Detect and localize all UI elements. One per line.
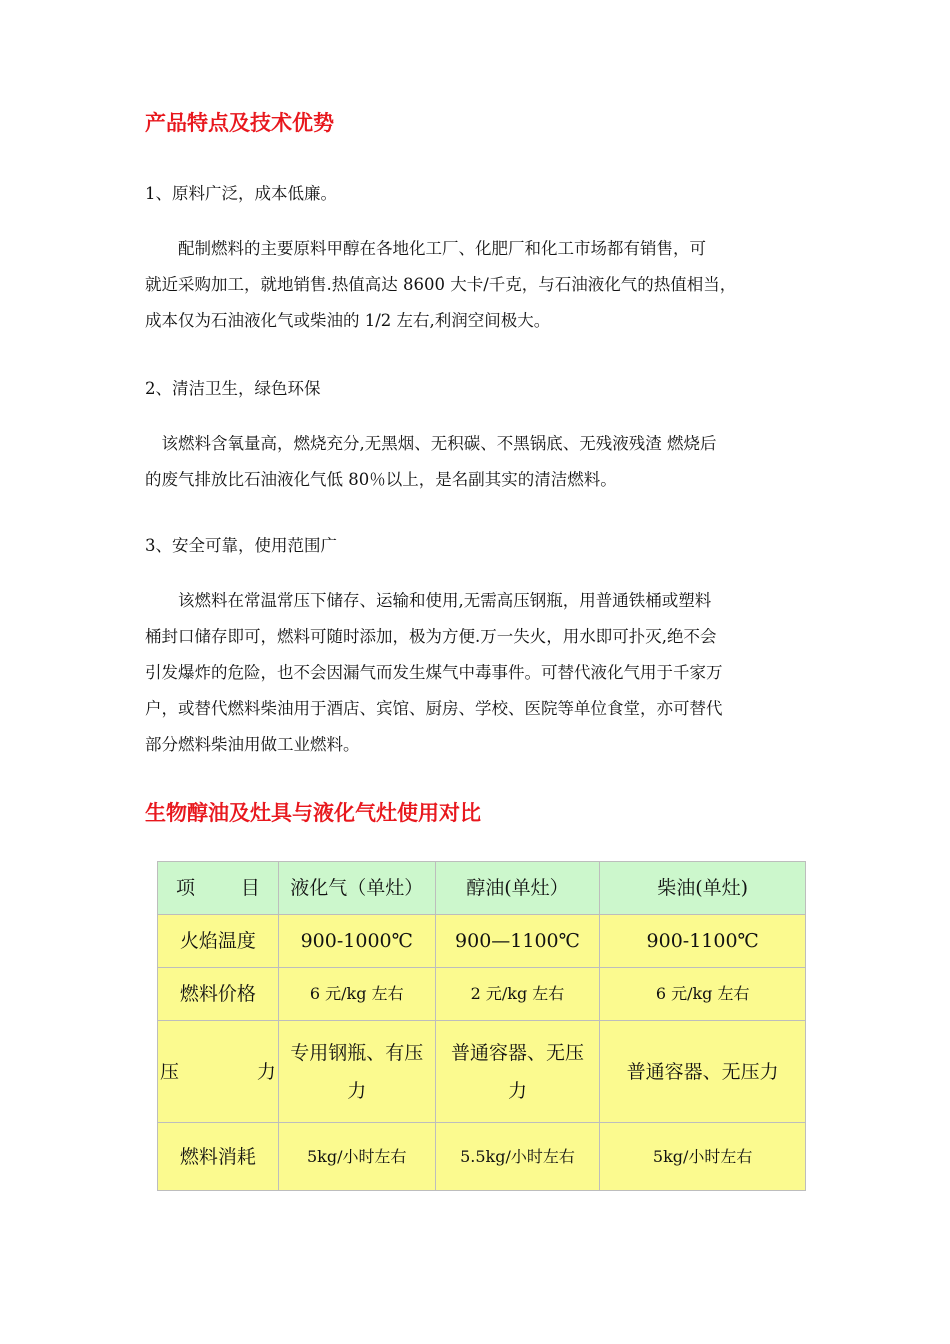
cell-alcohol-oil-line-1: 普通容器、无压 — [450, 1041, 584, 1064]
table-row — [158, 915, 806, 968]
item3-heading: 3、安全可靠，使用范围广 — [145, 536, 337, 555]
cell-alcohol-oil — [435, 1021, 600, 1123]
item3-line-1: 该燃料在常温常压下储存、运输和使用,无需高压钢瓶，用普通铁桶或塑料 — [145, 591, 712, 610]
table-header-row — [158, 862, 806, 915]
cell-alcohol-oil: 5.5kg/小时左右 — [435, 1123, 600, 1191]
cell-lpg — [278, 1021, 435, 1123]
comparison-table — [157, 861, 806, 1191]
item3-paragraph — [145, 583, 810, 763]
cell-alcohol-oil: 900—1100℃ — [435, 915, 600, 968]
item2-heading: 2、清洁卫生，绿色环保 — [145, 379, 321, 398]
cell-lpg: 5kg/小时左右 — [278, 1123, 435, 1191]
cell-lpg: 900-1000℃ — [278, 915, 435, 968]
table-row — [158, 1021, 806, 1123]
section-title-comparison: 生物醇油及灶具与液化气灶使用对比 — [145, 801, 481, 825]
cell-lpg-line-2: 力 — [347, 1079, 367, 1102]
item1-line-3: 成本仅为石油液化气或柴油的 1/2 左右,利润空间极大。 — [145, 311, 551, 330]
header-item-char-2: 目 — [240, 877, 260, 899]
header-item-char-1: 项 — [176, 877, 196, 899]
row-label: 燃料价格 — [158, 968, 279, 1021]
row-label: 燃料消耗 — [158, 1123, 279, 1191]
cell-alcohol-oil-line-2: 力 — [507, 1079, 527, 1102]
item1-line-2: 就近采购加工，就地销售.热值高达 8600 大卡/千克，与石油液化气的热值相当， — [145, 275, 737, 294]
table-row — [158, 968, 806, 1021]
table-row — [158, 1123, 806, 1191]
item3-line-5: 部分燃料柴油用做工业燃料。 — [145, 735, 360, 754]
row-label-pressure — [158, 1021, 279, 1123]
item3-line-2: 桶封口储存即可，燃料可随时添加，极为方便.万一失火，用水即可扑灭,绝不会 — [145, 627, 717, 646]
header-lpg: 液化气（单灶） — [278, 862, 435, 915]
header-diesel: 柴油(单灶) — [600, 862, 806, 915]
cell-diesel: 普通容器、无压力 — [600, 1021, 806, 1123]
item1-heading: 1、原料广泛，成本低廉。 — [145, 184, 337, 203]
cell-diesel: 900-1100℃ — [600, 915, 806, 968]
item1-paragraph — [145, 231, 810, 339]
item2-paragraph — [145, 426, 810, 498]
cell-lpg-line-1: 专用钢瓶、有压 — [290, 1041, 424, 1064]
row-label: 火焰温度 — [158, 915, 279, 968]
row-label-char-2: 力 — [256, 1060, 276, 1083]
header-item-cell — [158, 862, 279, 915]
cell-diesel: 5kg/小时左右 — [600, 1123, 806, 1191]
cell-diesel: 6 元/kg 左右 — [600, 968, 806, 1021]
row-label-char-1: 压 — [160, 1060, 180, 1083]
item2-line-1: 该燃料含氧量高，燃烧充分,无黑烟、无积碳、不黑锅底、无残液残渣 燃烧后 — [145, 434, 717, 453]
item1-line-1: 配制燃料的主要原料甲醇在各地化工厂、化肥厂和化工市场都有销售，可 — [145, 239, 706, 258]
section-title-features: 产品特点及技术优势 — [145, 111, 334, 135]
item2-line-2: 的废气排放比石油液化气低 80％以上，是名副其实的清洁燃料。 — [145, 470, 617, 489]
cell-alcohol-oil: 2 元/kg 左右 — [435, 968, 600, 1021]
item3-line-3: 引发爆炸的危险，也不会因漏气而发生煤气中毒事件。可替代液化气用于千家万 — [145, 663, 723, 682]
cell-lpg: 6 元/kg 左右 — [278, 968, 435, 1021]
item3-line-4: 户，或替代燃料柴油用于酒店、宾馆、厨房、学校、医院等单位食堂，亦可替代 — [145, 699, 723, 718]
header-alcohol-oil: 醇油(单灶） — [435, 862, 600, 915]
